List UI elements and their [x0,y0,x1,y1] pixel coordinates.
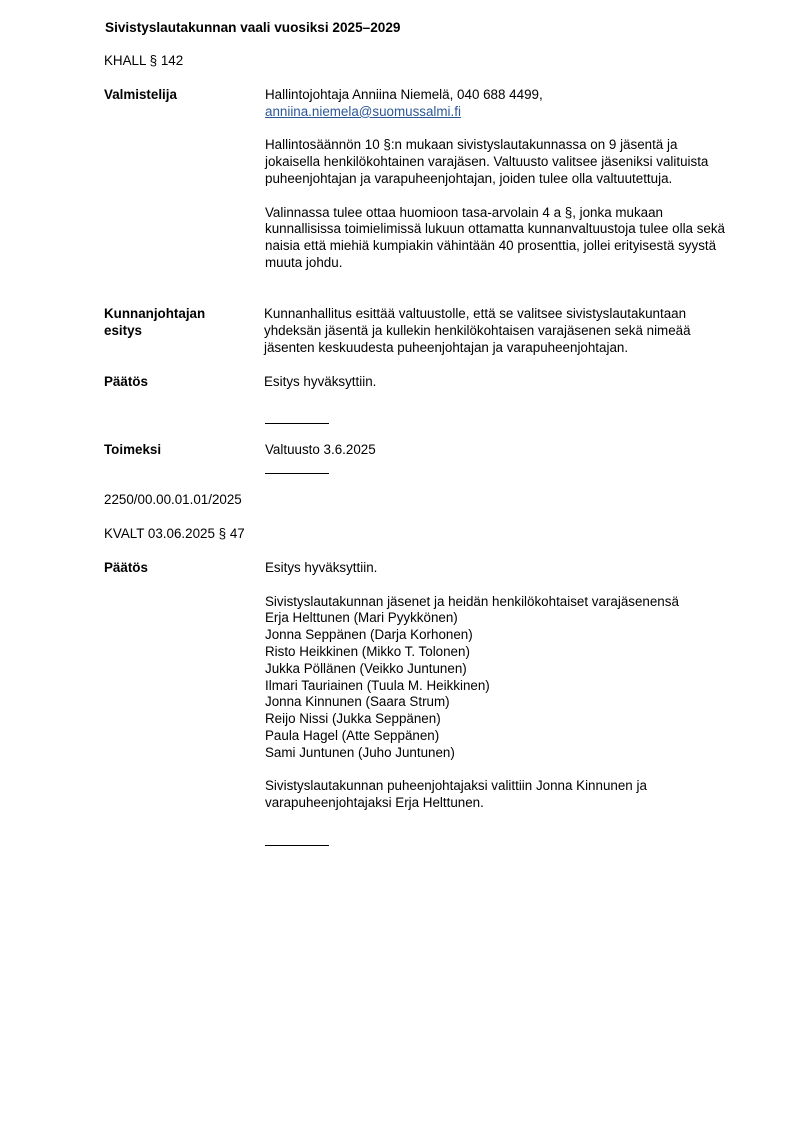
list-item: Paula Hagel (Atte Seppänen) [265,727,440,743]
label-line-1: Kunnanjohtajan [104,306,206,321]
list-item: Reijo Nissi (Jukka Seppänen) [265,711,441,727]
list-item: Jonna Seppänen (Darja Korhonen) [265,627,473,643]
preparer-email-link[interactable]: anniina.niemela@suomussalmi.fi [265,103,461,119]
toimeksi-text: Valtuusto 3.6.2025 [265,442,376,457]
list-item: Jukka Pöllänen (Veikko Juntunen) [265,660,467,676]
members-intro: Sivistyslautakunnan jäsenet ja heidän henkilökohtaiset varajäsenensä [265,593,679,609]
kunnanjohtajan-esitys-content [264,306,742,356]
preparer-name: Hallintojohtaja Anniina Niemelä, 040 688 4499, [265,87,543,102]
paatos-label-1: Päätös [104,374,148,389]
list-item: Erja Helttunen (Mari Pyykkönen) [265,610,458,626]
esitys-text: Kunnanhallitus esittää valtuustolle, että se valitsee sivistyslautakuntaan yhdeksän jäsentä ja kullekin henkilökohtaisen varajäsenen sekä nimeää jäsenten keskuudesta puheenjohtajan ja varapuheenjohtajan. [264,306,691,355]
paatos-content-2 [265,560,743,812]
kvalt-reference: KVALT 03.06.2025 § 47 [104,526,245,541]
label-line-2: esitys [104,322,142,338]
separator-line-3 [265,845,329,846]
khall-reference: KHALL § 142 [104,53,184,68]
kunnanjohtajan-esitys-label [104,306,205,340]
valmistelija-label: Valmistelija [104,87,177,102]
valmistelija-paragraph-2: Valinnassa tulee ottaa huomioon tasa-arvolain 4 a §, jonka mukaan kunnallisissa toimielimissä lukuun ottamatta kunnanvaltuustoja tulee olla sekä naisia että miehiä kumpiakin vähintään 40 prosenttia, jollei erityisestä syystä muuta johdu. [265,204,725,270]
toimeksi-content [265,442,743,459]
members-list [265,610,743,761]
paatos-text-2: Esitys hyväksyttiin. [265,560,378,575]
list-item: Ilmari Tauriainen (Tuula M. Heikkinen) [265,677,490,693]
chairs-text: Sivistyslautakunnan puheenjohtajaksi valittiin Jonna Kinnunen ja varapuheenjohtajaksi Erja Helttunen. [265,778,647,811]
separator-line-2 [265,473,329,474]
valmistelija-paragraph-1: Hallintosäännön 10 §:n mukaan sivistyslautakunnassa on 9 jäsentä ja jokaisella henkilökohtainen varajäsen. Valtuusto valitsee jäseniksi valituista puheenjohtajan ja varapuheenjohtajan, joiden tulee olla valtuutettuja. [265,137,709,186]
paatos-text-1: Esitys hyväksyttiin. [264,374,377,389]
paatos-label-2: Päätös [104,560,148,575]
list-item: Risto Heikkinen (Mikko T. Tolonen) [265,643,470,659]
valmistelija-content [265,87,743,272]
diary-number: 2250/00.00.01.01/2025 [104,492,242,507]
list-item: Sami Juntunen (Juho Juntunen) [265,744,455,760]
document-title: Sivistyslautakunnan vaali vuosiksi 2025–2029 [105,20,401,35]
separator-line-1 [265,423,329,424]
paatos-content-1 [264,374,742,391]
toimeksi-label: Toimeksi [104,442,162,457]
list-item: Jonna Kinnunen (Saara Strum) [265,694,450,710]
